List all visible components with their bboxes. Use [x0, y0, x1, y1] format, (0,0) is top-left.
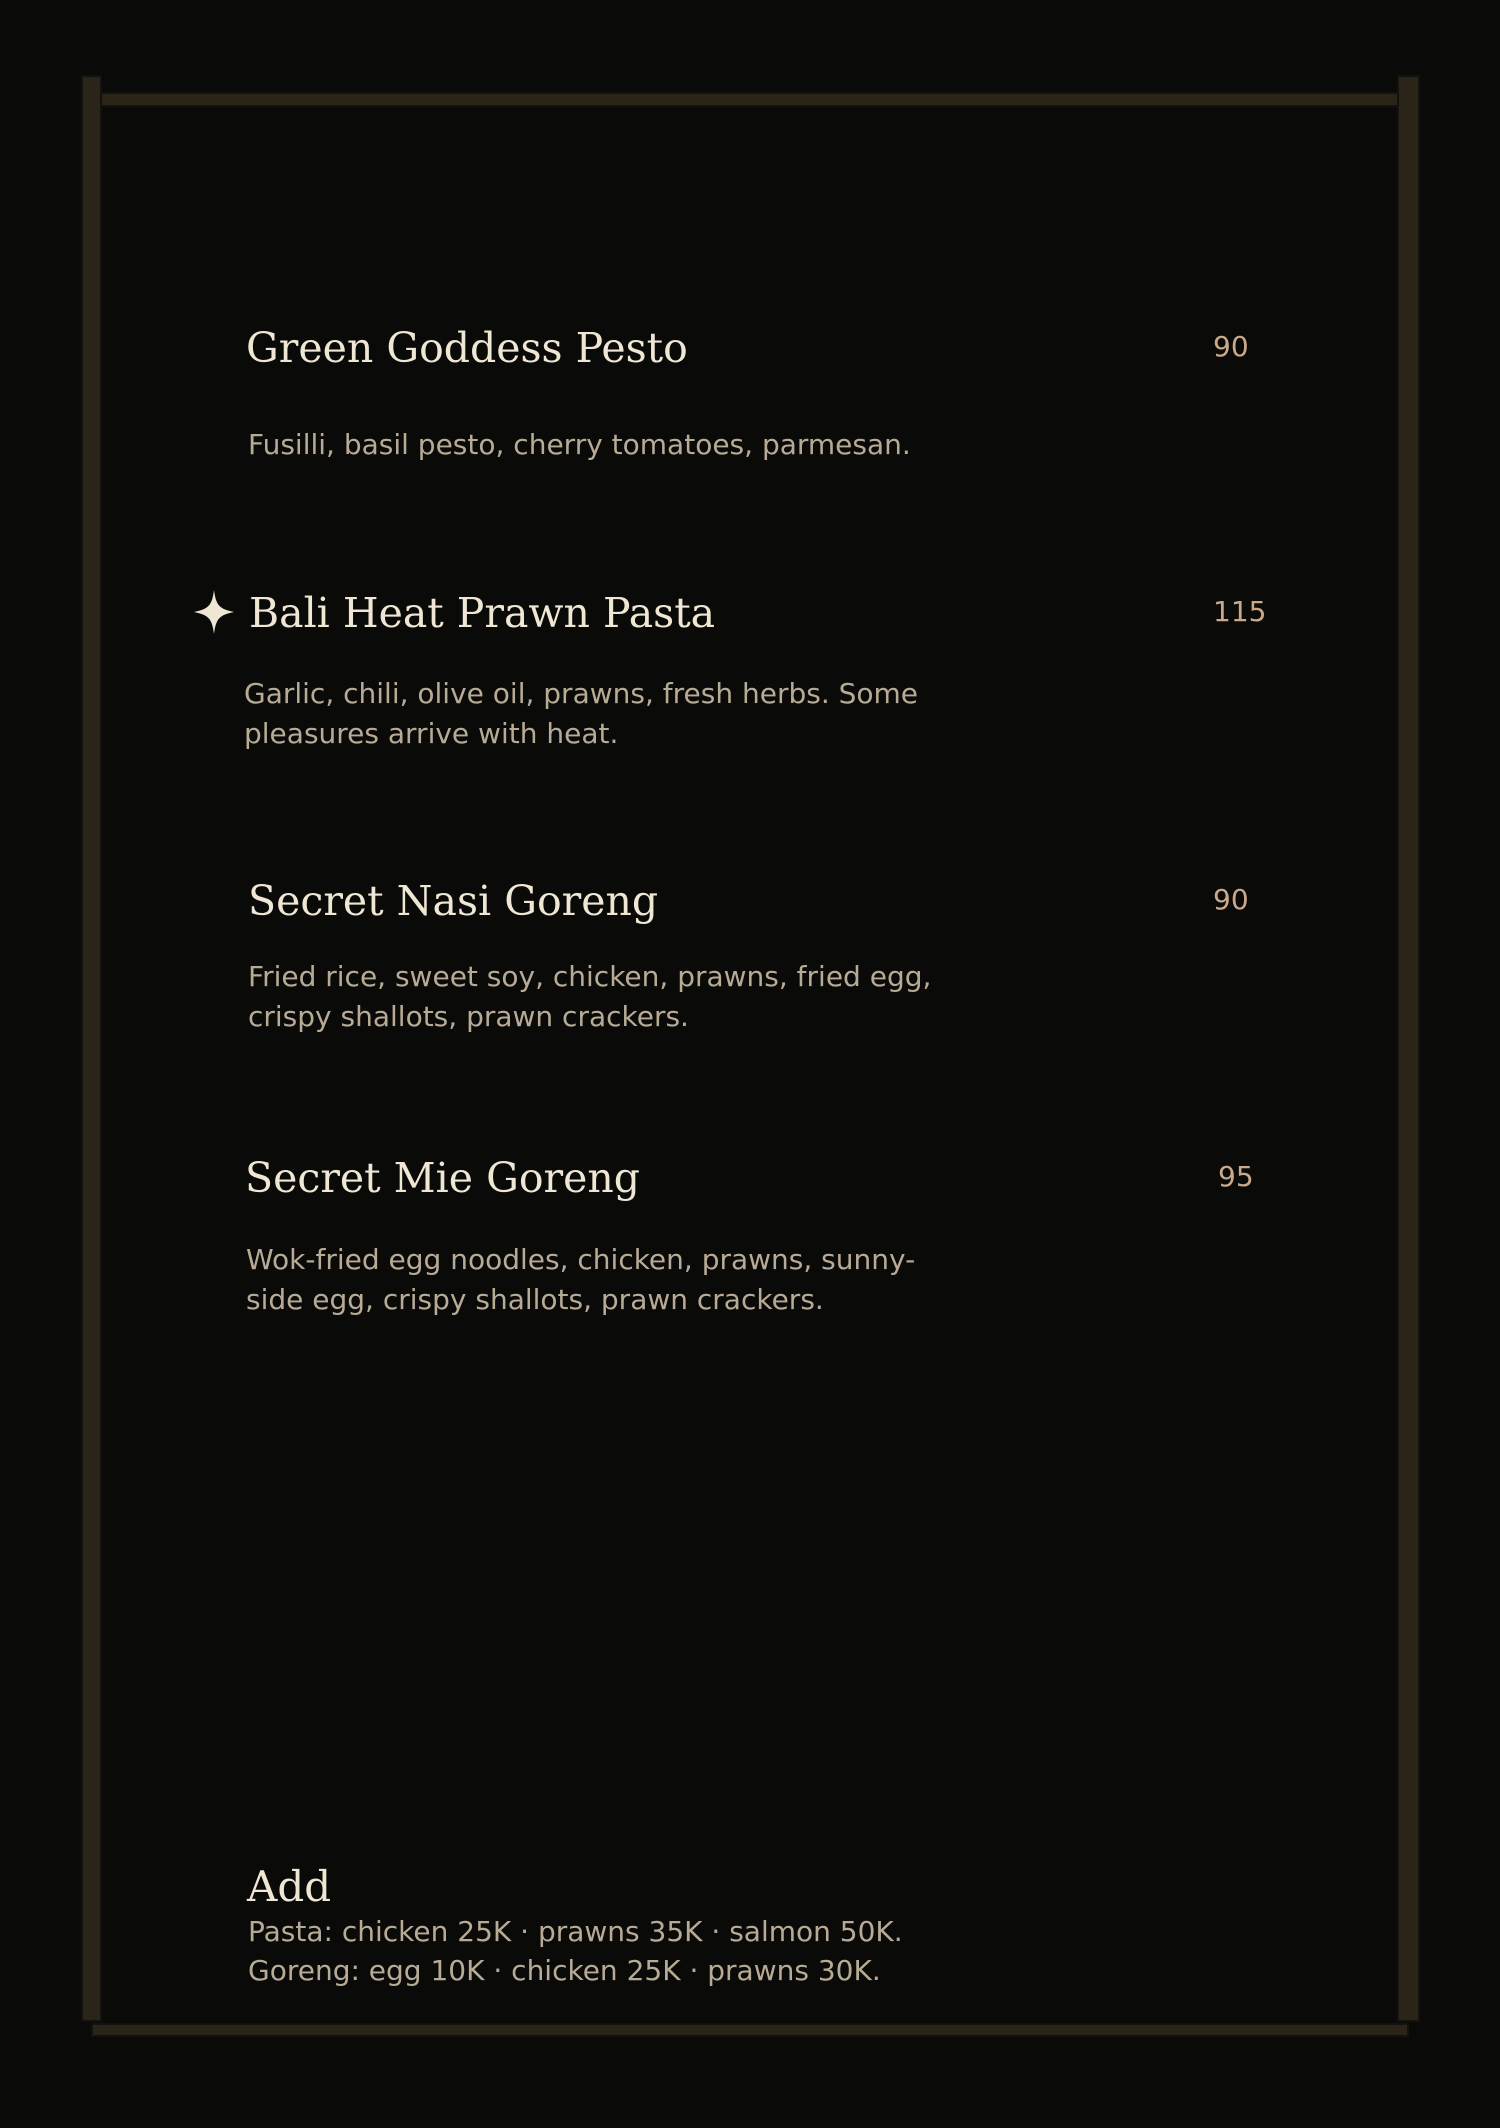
item-name: Secret Nasi Goreng	[248, 877, 659, 925]
item-description: Wok-fried egg noodles, chicken, prawns, sunny- side egg, crispy shallots, prawn crackers.	[246, 1243, 916, 1316]
item-description: Fried rice, sweet soy, chicken, prawns, fried egg, crispy shallots, prawn crackers.	[248, 960, 932, 1033]
frame-left-border	[81, 75, 102, 2022]
frame-top-border	[91, 92, 1409, 107]
frame-right-border	[1397, 75, 1420, 2022]
item-price: 115	[1213, 595, 1267, 628]
item-price: 90	[1213, 883, 1249, 916]
item-description: Fusilli, basil pesto, cherry tomatoes, parmesan.	[248, 428, 911, 461]
frame-bottom-border	[91, 2023, 1409, 2037]
item-name: Secret Mie Goreng	[245, 1154, 641, 1202]
item-description: Garlic, chili, olive oil, prawns, fresh herbs. Some pleasures arrive with heat.	[244, 677, 919, 750]
item-name: Bali Heat Prawn Pasta	[249, 589, 716, 637]
add-ons-title: Add	[247, 1862, 332, 1911]
item-price: 95	[1218, 1160, 1254, 1193]
item-price: 90	[1213, 330, 1249, 363]
add-ons-goreng-line: Goreng: egg 10K · chicken 25K · prawns 30K.	[248, 1954, 881, 1987]
four-point-star-icon	[194, 590, 234, 634]
add-ons-pasta-line: Pasta: chicken 25K · prawns 35K · salmon 50K.	[248, 1915, 903, 1948]
item-name: Green Goddess Pesto	[246, 324, 688, 372]
